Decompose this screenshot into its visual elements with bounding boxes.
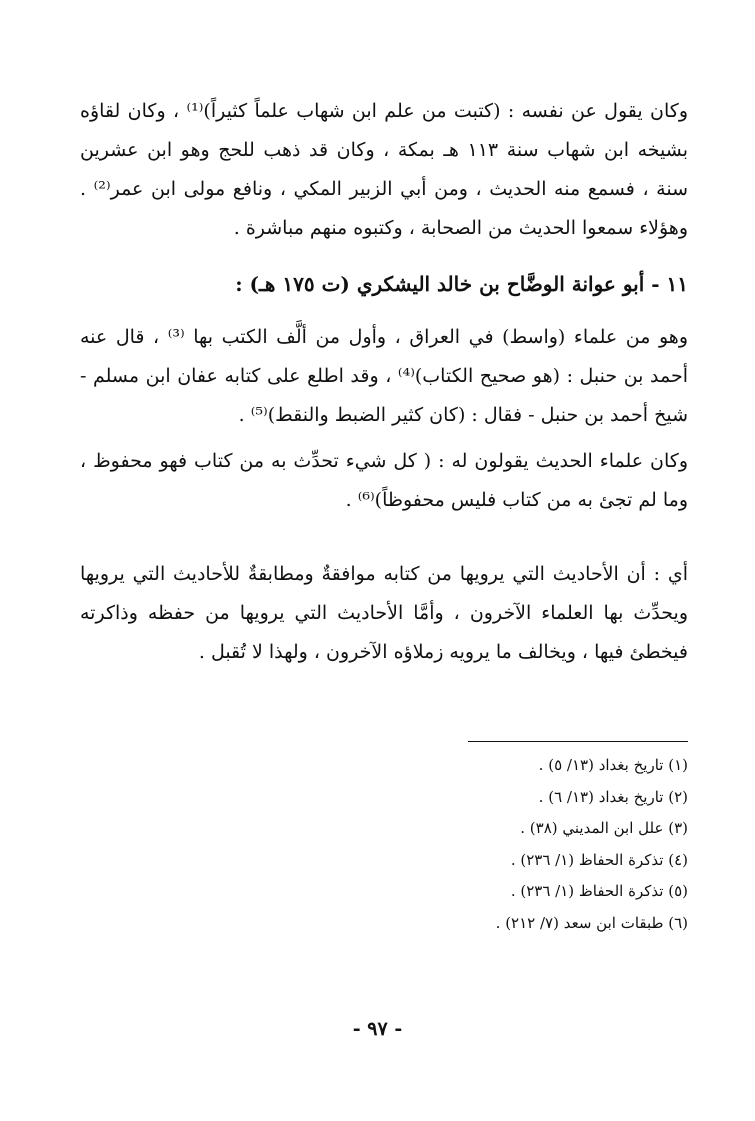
footnote-item: (٣) علل ابن المديني (٣٨) . [520,819,688,837]
section-heading-abu-awana: ١١ - أبو عوانة الوضَّاح بن خالد اليشكري (ت ١٧٥ هـ) : [235,272,688,296]
footnotes-list [288,750,688,939]
footnote-item: (٢) تاريخ بغداد (١٣/ ٦) . [538,787,688,806]
footnote-item: (٦) طبقات ابن سعد (٧/ ٢١٢) . [495,913,688,932]
paragraph-abu-awana-bio: وهو من علماء (واسط) في العراق ، وأول من ألَّف الكتب بها ⁽³⁾ ، قال عنه أحمد بن حنبل : (هو صحيح الكتاب)⁽⁴⁾ ، وقد اطلع على كتابه عفان ابن مسلم - شيخ أحمد بن حنبل - فقال : (كان كثير الضبط والنقط)⁽⁵⁾ . [80,326,688,426]
footnote-item: (١) تاريخ بغداد (١٣/ ٥) . [538,756,688,774]
page-number: - ٩٧ - [352,1018,403,1040]
footnote-item: (٤) تذكرة الحفاظ (١/ ٢٣٦) . [510,850,688,869]
paragraph-scholars-saying: وكان علماء الحديث يقولون له : ( كل شيء تحدِّث به من كتاب فهو محفوظ ، وما لم تجئ به من كتاب فليس محفوظاً)⁽⁶⁾ . [80,450,688,511]
paragraph-explanation: أي : أن الأحاديث التي يرويها من كتابه موافقةٌ ومطابقةٌ للأحاديث التي يرويها ويحدِّث بها العلماء الآخرون ، وأمَّا الأحاديث التي يرويها من حفظه وذاكرته فيخطئ فيها ، ويخالف ما يرويه زملاؤه الآخرون ، ولهذا لا تُقبل . [80,563,688,663]
paragraph-malik-quote: وكان يقول عن نفسه : (كتبت من علم ابن شهاب علماً كثيراً)⁽¹⁾ ، وكان لقاؤه بشيخه ابن شهاب سنة ١١٣ هـ بمكة ، وكان قد ذهب للحج وهو ابن عشرين سنة ، فسمع منه الحديث ، ومن أبي الزبير المكي ، ونافع مولى ابن عمر⁽²⁾ . وهؤلاء سمعوا الحديث من الصحابة ، وكتبوه منهم مباشرة . [80,100,688,239]
footnote-divider [468,741,688,742]
footnote-item: (٥) تذكرة الحفاظ (١/ ٢٣٦) . [510,882,688,900]
